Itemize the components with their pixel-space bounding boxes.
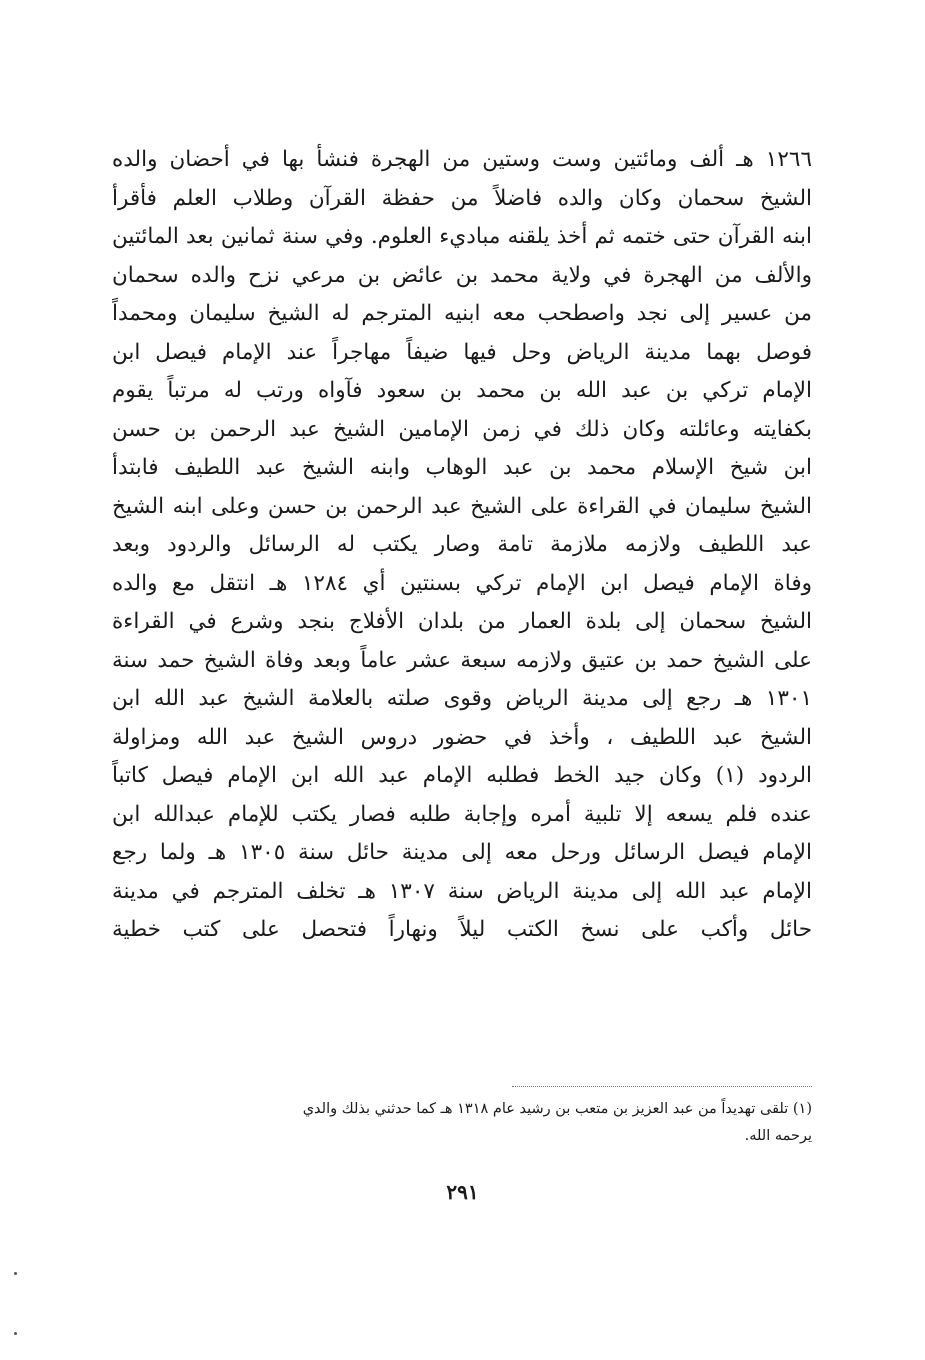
text-line: ١٢٦٦ هـ ألف ومائتين وست وستين من الهجرة فنشأ بها في أحضان والده — [112, 147, 812, 172]
footnote-line: يرحمه الله. — [744, 1128, 812, 1144]
text-line: الإمام عبد الله إلى مدينة الرياض سنة ١٣٠٧ هـ تخلف المترجم في مدينة — [112, 878, 812, 904]
text-line: الشيخ عبد اللطيف ، وأخذ في حضور دروس الشيخ عبد الله ومزاولة — [112, 724, 812, 750]
footnote — [112, 1096, 812, 1150]
text-line: الشيخ سحمان وكان والده فاضلاً من حفظة القرآن وطلاب العلم فأقرأ — [112, 185, 812, 211]
text-line: ابنه القرآن حتى ختمه ثم أخذ يلقنه مباديء العلوم. وفي سنة ثمانين بعد المائتين — [112, 224, 812, 249]
footnote-line: (١) تلقى تهديداً من عبد العزيز بن متعب بن رشيد عام ١٣١٨ هـ كما حدثني بذلك والدي — [302, 1101, 812, 1117]
footnote-divider — [512, 1086, 812, 1087]
text-line: الإمام تركي بن عبد الله بن محمد بن سعود فآواه ورتب له مرتباً يقوم — [112, 378, 812, 403]
text-line: الردود (١) وكان جيد الخط فطلبه الإمام عبد الله ابن الإمام فيصل كاتباً — [112, 763, 812, 788]
body-text — [112, 141, 812, 950]
page-number: ٢٩١ — [446, 1180, 479, 1204]
scan-speck — [14, 1332, 17, 1335]
text-line: بكفايته وعائلته وكان ذلك في زمن الإمامين الشيخ عبد الرحمن بن حسن — [112, 416, 812, 442]
text-line: والألف من الهجرة في ولاية محمد بن عائض بن مرعي نزح والده سحمان — [112, 262, 812, 288]
text-line: على الشيخ حمد بن عتيق ولازمه سبعة عشر عاماً وبعد وفاة الشيخ حمد سنة — [112, 647, 812, 673]
text-line: وفاة الإمام فيصل ابن الإمام تركي بسنتين أي ١٢٨٤ هـ انتقل مع والده — [112, 570, 812, 596]
text-line: فوصل بهما مدينة الرياض وحل فيها ضيفاً مهاجراً عند الإمام فيصل ابن — [112, 339, 812, 365]
text-line: حائل وأكب على نسخ الكتب ليلاً ونهاراً فتحصل على كتب خطية — [112, 917, 812, 942]
text-line: الشيخ سحمان إلى بلدة العمار من بلدان الأفلاج بنجد وشرع في القراءة — [112, 609, 812, 634]
text-line: ١٣٠١ هـ رجع إلى مدينة الرياض وقوى صلته بالعلامة الشيخ عبد الله ابن — [112, 686, 812, 711]
scan-speck — [14, 1272, 17, 1275]
text-line: ابن شيخ الإسلام محمد بن عبد الوهاب وابنه الشيخ عبد اللطيف فابتدأ — [112, 455, 812, 480]
text-line: من عسير إلى نجد واصطحب معه ابنيه المترجم له الشيخ سليمان ومحمداً — [112, 301, 812, 326]
text-line: الشيخ سليمان في القراءة على الشيخ عبد الرحمن بن حسن وعلى ابنه الشيخ — [112, 493, 812, 519]
text-line: عبد اللطيف ولازمه ملازمة تامة وصار يكتب له الرسائل والردود وبعد — [112, 532, 812, 557]
text-line: عنده فلم يسعه إلا تلبية أمره وإجابة طلبه فصار يكتب للإمام عبدالله ابن — [112, 801, 812, 827]
text-line: الإمام فيصل الرسائل ورحل معه إلى مدينة حائل سنة ١٣٠٥ هـ ولما رجع — [112, 840, 812, 865]
